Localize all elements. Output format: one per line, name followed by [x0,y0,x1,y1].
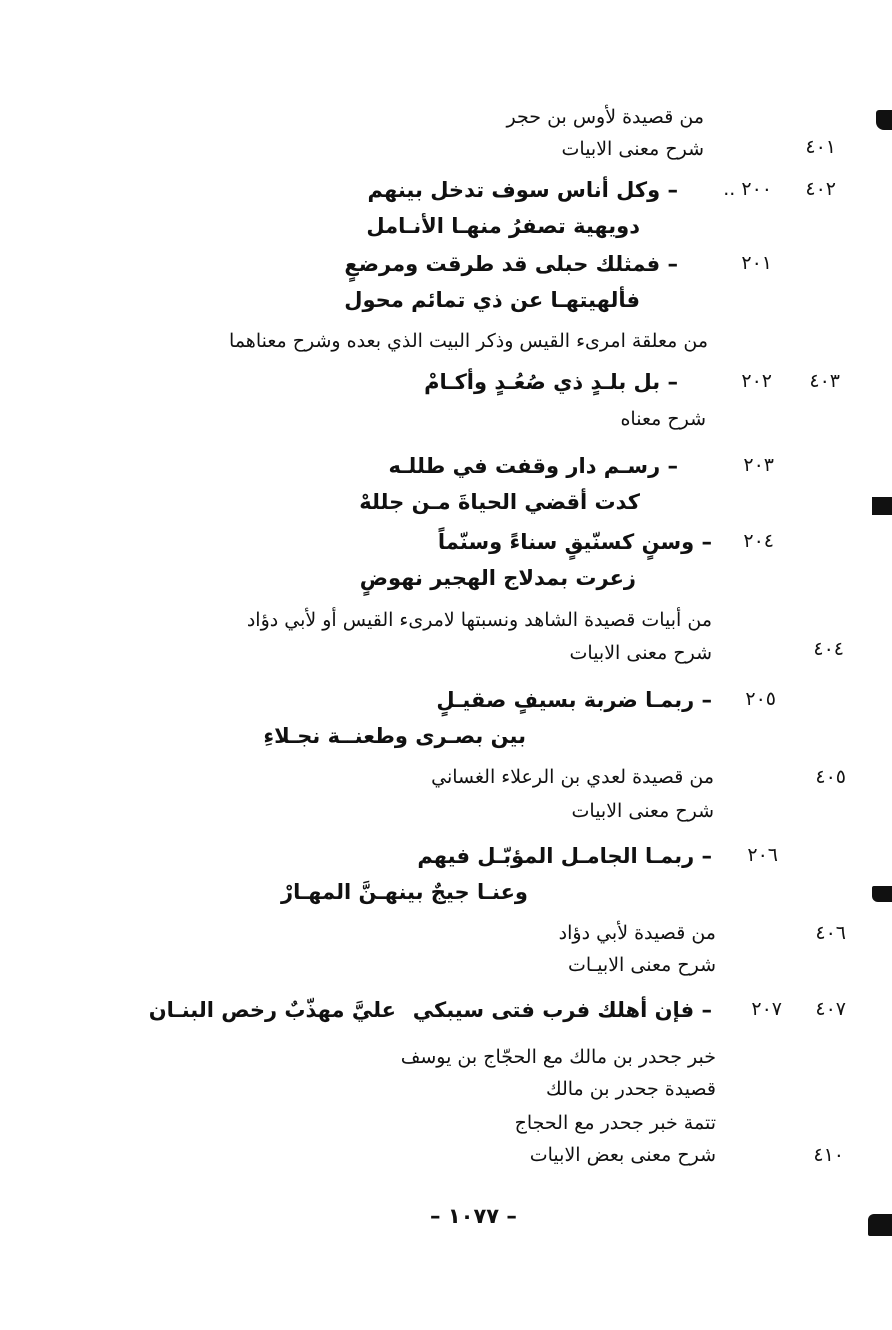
verse-number: ٢٠٠ .. [723,178,772,200]
verse-line: – وسنٍ كسنّيقٍ سناءً وسنّماً [437,530,712,554]
verse-line: دويهية تصفرُ منهـا الأنـامل [366,214,640,238]
page-reference: ٤٠٣ [809,370,840,392]
entry-text-line: شرح معنى الابيات [561,138,704,160]
verse-number: ٢٠١ [741,252,772,274]
verse-line: – بل بلـدٍ ذي صُعُـدٍ وأكـامْ [424,370,678,394]
entry-text-line: من قصيدة لعدي بن الرعلاء الغساني [431,766,714,788]
entry-text-line: شرح معنى الابيـات [567,954,716,976]
verse-line: بين بصـرى وطعنــة نجـلاءِ [263,724,526,748]
page-reference: ٤٠٦ [815,922,846,944]
verse-line: كدت أقضي الحياةَ مـن جللهْ [359,490,640,514]
entry-text-line: شرح معنى الابيات [569,642,712,664]
verse-number: ٢٠٥ [745,688,776,710]
entry-text-line: شرح معناه [620,408,706,430]
verse-line: – ربمـا ضربة بسيفٍ صقيـلٍ [436,688,712,712]
page-reference: ٤١٠ [813,1144,844,1166]
page-reference: ٤٠٧ [815,998,846,1020]
verse-number: ٢٠٧ [751,998,782,1020]
verse-number: ٢٠٢ [741,370,772,392]
page-number: – ١٠٧٧ – [430,1204,517,1228]
page-reference: ٤٠٥ [815,766,846,788]
entry-text-line: تتمة خبر جحدر مع الحجاج [514,1112,716,1134]
verse-line: وعنـا جيجٌ بينهـنَّ المهـارْ [281,880,528,904]
verse-line: زعرت بمدلاج الهجير نهوضٍ [359,566,636,590]
verse-number: ٢٠٦ [747,844,778,866]
page-reference: ٤٠١ [805,136,836,158]
scan-edge-mark [872,886,892,902]
page-reference: ٤٠٤ [813,638,844,660]
verse-line-first-hemistich: – فإن أهلك فرب فتى سيبكي [412,998,712,1022]
verse-number: ٢٠٤ [743,530,774,552]
page-reference: ٤٠٢ [805,178,836,200]
entry-text-line: من أبيات قصيدة الشاهد ونسبتها لامرىء القيس أو لأبي دؤاد [246,609,712,631]
verse-line: فألهيتهـا عن ذي تمائم محول [344,288,640,312]
entry-text-line: من معلقة امرىء القيس وذكر البيت الذي بعده وشرح معناهما [229,330,708,352]
verse-number: ٢٠٣ [743,454,774,476]
verse-line: – ربمـا الجامـل المؤبّـل فيهم [417,844,712,868]
entry-text-line: شرح معنى بعض الابيات [529,1144,716,1166]
verse-line: – رسـم دار وقفت في طللـه [388,454,678,478]
scan-edge-mark [876,110,892,130]
verse-line: – فمثلك حبلى قد طرقت ومرضعٍ [344,252,678,276]
scan-edge-mark [868,1214,892,1236]
entry-text-line: قصيدة جحدر بن مالك [545,1078,716,1100]
entry-text-line: من قصيدة لأبي دؤاد [558,922,716,944]
entry-text-line: خبر جحدر بن مالك مع الحجّاج بن يوسف [400,1046,716,1068]
verse-line: – وكل أناس سوف تدخل بينهم [367,178,678,202]
entry-text-line: من قصيدة لأوس بن حجر [506,106,704,128]
verse-line-second-hemistich: عليَّ مهذّبٌ رخص البنـان [148,998,396,1022]
scan-edge-mark [872,497,892,515]
entry-text-line: شرح معنى الابيات [571,800,714,822]
